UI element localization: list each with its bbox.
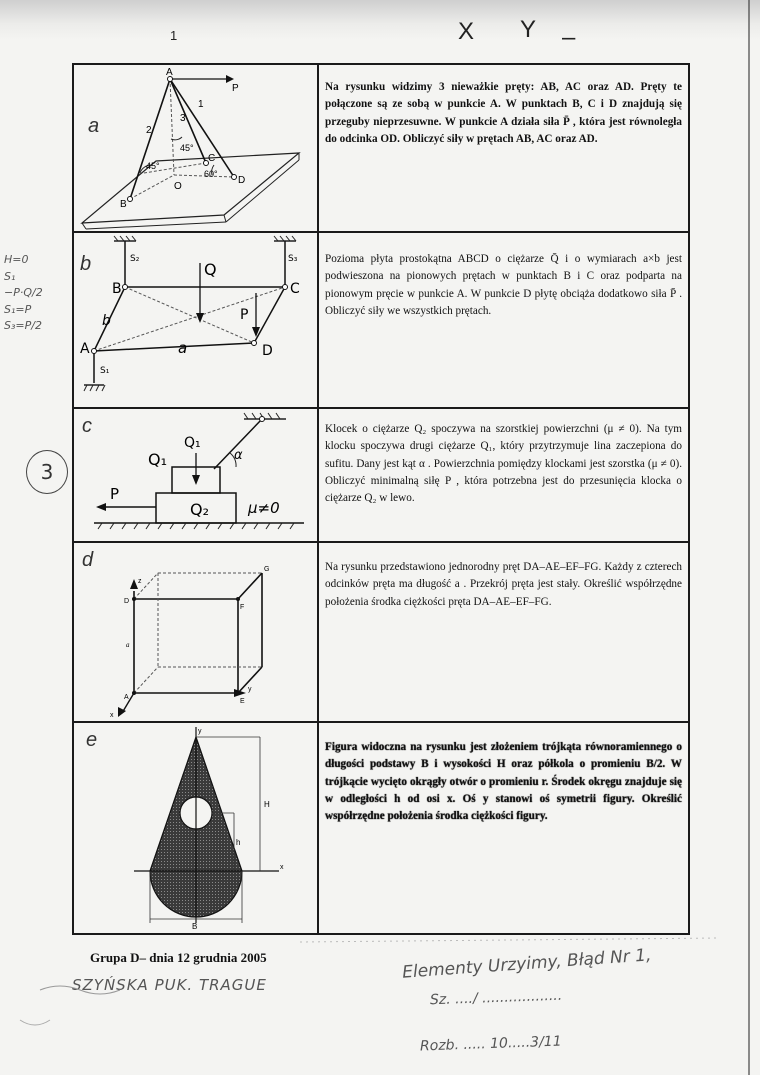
label-alpha: α — [234, 448, 243, 463]
problem-letter: c — [82, 415, 92, 437]
label-angle-60: 60° — [204, 169, 218, 179]
label-Q1: Q₁ — [184, 435, 201, 451]
problem-text: Figura widoczna na rysunku jest złożeniem trójkąta równoramiennego o długości podstawy B i wysokości H oraz półkola o promieniu B/2. W trójkącie wycięto okrągły otwór o promieniu r. Środek okręgu znajduje się w odległości h od osi x. Oś y stanowi oś symetrii figury. Określić współrzędne położenia środka ciężkości figury. — [325, 741, 682, 823]
margin-note: −P·Q/2 — [4, 286, 43, 299]
label-F: F — [240, 604, 245, 611]
label-angle-45: 45° — [146, 161, 160, 171]
label-P: P — [110, 485, 120, 503]
label-a: a — [126, 641, 130, 649]
header-mark-x: X — [458, 18, 475, 45]
label-x: x — [280, 864, 284, 871]
label-a: a — [178, 339, 188, 357]
figure-c-drawing — [74, 409, 317, 543]
label-C: C — [290, 281, 300, 297]
label-z: z — [138, 578, 142, 585]
margin-note: S₁=P — [4, 302, 32, 316]
problem-row-c — [73, 408, 689, 542]
label-rod-3: 3 — [180, 113, 186, 124]
label-y: y — [248, 686, 252, 693]
margin-notes — [4, 252, 68, 392]
problem-text: Pozioma płyta prostokątna ABCD o ciężarze Q̄ i o wymiarach a×b jest podwieszona na pionowych prętach w punktach B i C oraz podparta na pionowym pręcie w punkcie A. W punkcie D płytę obciąża dodatkowo siła P̄ . Obliczyć siły we wszystkich prętach. — [325, 253, 682, 318]
label-A: A — [124, 694, 129, 701]
label-rod-2: 2 — [146, 125, 152, 136]
label-O: O — [174, 181, 182, 192]
figure-e-drawing — [74, 723, 317, 935]
figure-b-drawing — [74, 233, 317, 409]
problem-row-d — [73, 542, 689, 722]
label-B: B — [120, 199, 127, 210]
margin-note: H=0 — [4, 253, 29, 266]
label-A: A — [166, 67, 173, 78]
circled-number: 3 — [26, 450, 68, 494]
problem-row-b — [73, 232, 689, 408]
problem-letter: b — [80, 253, 92, 275]
label-C: C — [208, 153, 216, 164]
problems-table — [72, 63, 690, 935]
group-date-line: Grupa D– dnia 12 grudnia 2005 — [90, 950, 267, 965]
figure-d-drawing — [74, 543, 317, 723]
label-E: E — [240, 698, 245, 705]
problem-text: Na rysunku przedstawiono jednorodny pręt DA–AE–EF–FG. Każdy z czterech odcinków pręta ma długość a . Przekrój pręta jest stały. Określić współrzędne położenia środka ciężkości pręta DA–AE–EF–FG. — [325, 561, 682, 608]
label-P: P — [240, 307, 249, 323]
problem-text: Klocek o ciężarze Q₂ spoczywa na szorstkiej powierzchni (μ ≠ 0). Na tym klocku spoczywa drugi ciężarze Q₁, który przytrzymuje lina zaczepiona do sufitu. Dany jest kąt α . Powierzchnia pomiędzy klockami jest szorstka (μ ≠ 0). Obliczyć minimalną siłę P , która potrzebna jest do przesunięcia klocka o ciężarze Q₂ w lewo. — [325, 423, 682, 505]
header-marks — [150, 14, 600, 54]
label-D: D — [124, 598, 130, 605]
label-angle-45b: 45° — [180, 143, 194, 153]
label-Q: Q — [204, 260, 217, 279]
handwritten-note: Sz. ..../ .................. — [429, 987, 563, 1009]
label-D: D — [238, 175, 246, 186]
problem-text-d-cell — [318, 542, 689, 722]
scan-noise — [0, 930, 760, 1070]
problem-text-e-cell — [318, 722, 689, 934]
label-A: A — [80, 341, 90, 357]
margin-note: S₁ — [4, 269, 16, 283]
label-x: x — [110, 712, 114, 719]
handwritten-note: Elementy Urzyimy, Błąd Nr 1, — [401, 945, 652, 983]
label-S1: S₁ — [100, 366, 110, 376]
problem-row-e — [73, 722, 689, 934]
figure-a-drawing — [74, 65, 317, 233]
problem-row-a — [73, 64, 689, 232]
header-mark-1: 1 — [170, 28, 178, 43]
label-y: y — [198, 728, 202, 735]
figure-c — [73, 408, 318, 542]
figure-e — [73, 722, 318, 934]
figure-d — [73, 542, 318, 722]
label-Q1-block: Q₁ — [148, 450, 168, 469]
margin-note: S₃=P/2 — [4, 319, 42, 332]
label-B: B — [192, 922, 198, 931]
problem-text-c-cell — [318, 408, 689, 542]
header-mark-y: Y — [520, 16, 537, 43]
label-rod-1: 1 — [198, 99, 204, 110]
label-S2: S₂ — [130, 254, 140, 264]
figure-b — [73, 232, 318, 408]
problem-text: Na rysunku widzimy 3 nieważkie pręty: AB, AC oraz AD. Pręty te połączone są ze sobą w punkcie A. W punktach B, C i D znajdują się przeguby nieprzesuwne. W punkcie A działa siła P̄ , która jest równoległa do odcinka OD. Obliczyć siły w prętach AB, AC oraz AD. — [325, 81, 682, 146]
label-b: b — [102, 313, 111, 329]
label-B: B — [112, 281, 122, 297]
handwritten-name: SZYŃSKA PUK. TRAGUE — [72, 976, 267, 994]
label-h: h — [236, 838, 241, 847]
problem-letter: d — [82, 549, 94, 571]
label-G: G — [264, 566, 270, 573]
problem-text-a-cell — [318, 64, 689, 232]
problem-text-b-cell — [318, 232, 689, 408]
header-mark-dash: – — [562, 24, 576, 51]
handwritten-note: Rozb. ..... 10.....3/11 — [419, 1033, 562, 1055]
label-H: H — [264, 800, 270, 809]
figure-a — [73, 64, 318, 232]
label-S3: S₃ — [288, 254, 298, 264]
label-P: P — [232, 83, 239, 94]
problem-letter: a — [88, 115, 100, 137]
page-edge — [748, 0, 750, 1075]
problem-letter: e — [86, 729, 98, 751]
label-D: D — [262, 343, 273, 359]
label-Q2: Q₂ — [190, 500, 210, 519]
label-mu: μ≠0 — [248, 499, 280, 517]
